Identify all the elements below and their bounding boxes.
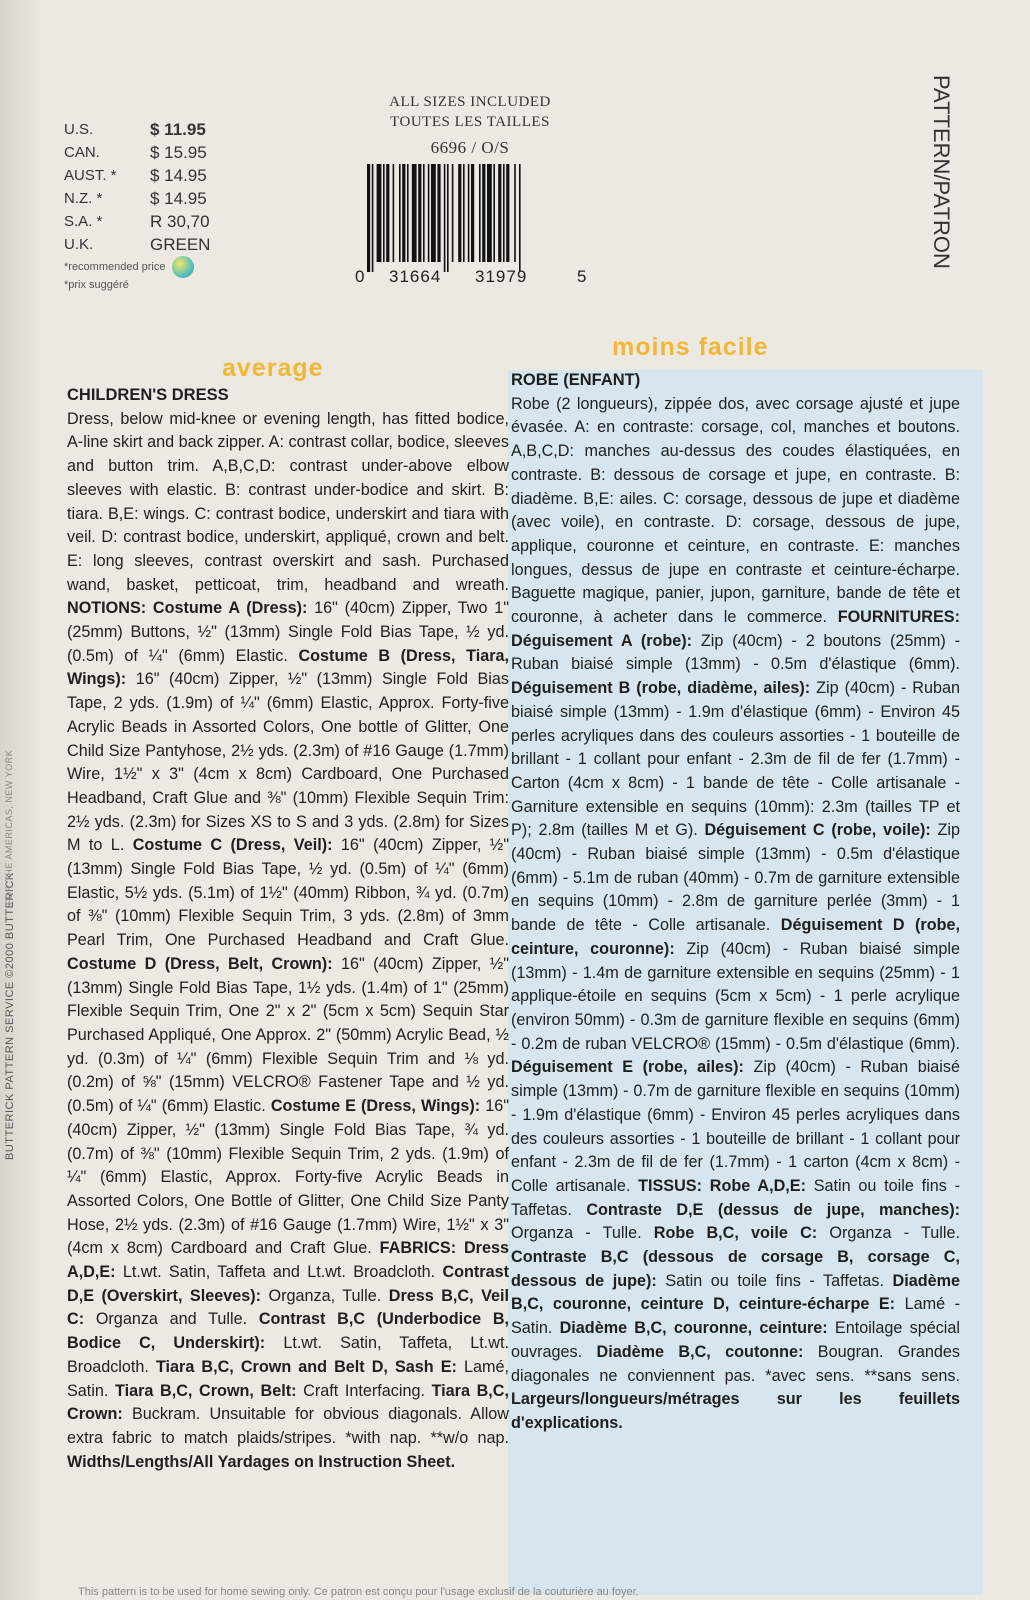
barcode-bar	[447, 164, 449, 272]
barcode: 0 31664 31979 5	[355, 164, 590, 289]
fabrics-text: Craft Interfacing.	[303, 1381, 432, 1400]
barcode-bar	[418, 164, 421, 262]
barcode-bar	[503, 164, 505, 262]
barcode-bar	[506, 164, 509, 262]
barcode-bar	[458, 164, 461, 262]
tissus-label: Robe B,C, voile C:	[653, 1224, 830, 1243]
tissus-text: Bougran. Grandes diagonales ne conviennent pas. *avec sens. **sans sens.	[511, 1342, 960, 1385]
deguisement-d-label: Déguisement D (robe, ceinture, couronne):	[511, 916, 960, 958]
notions-a: 16" (40cm) Zipper, Two 1" (25mm) Buttons, ½" (13mm) Single Fold Bias Tape, ½ yd. (0.5m) of ¼" (6mm) Elastic.	[67, 599, 509, 665]
barcode-bar	[514, 164, 516, 262]
fabrics-text: Lt.wt. Satin, Taffeta, Lt.wt. Broadcloth.	[67, 1334, 509, 1376]
price-row	[64, 187, 260, 210]
barcode-bar	[452, 164, 454, 262]
barcode-bar	[399, 164, 401, 262]
largeurs-note: Largeurs/longueurs/métrages sur les feuillets d'explications.	[511, 1390, 960, 1432]
fournitures-a: Zip (40cm) - 2 boutons (25mm) - Ruban biaisé simple (13mm) - 0.5m d'élastique (6mm).	[511, 631, 960, 674]
fabrics-label: FABRICS: Dress A,D,E:	[67, 1239, 509, 1282]
fabrics-text: Organza and Tulle.	[95, 1310, 259, 1329]
barcode-bar	[463, 164, 465, 262]
price-value: $ 15.95	[150, 142, 207, 162]
price-value: $ 14.95	[150, 188, 207, 208]
barcode-bar	[468, 164, 470, 262]
english-title: CHILDREN'S DRESS	[67, 386, 229, 404]
notions-b: 16" (40cm) Zipper, ½" (13mm) Single Fold Bias Tape, 2 yds. (1.9m) of ¼" (6mm) Elastic, Approx. Forty-five Acrylic Beads in Assorted Colors, One bottle of Glitter, One Child Size Pantyhose, 2½ yds. (2.3m) of #16 Gauge (1.7mm) Wire, 1½" x 3" (4cm x 8cm) Cardboard, One Purchased Headband, Craft Glue and ⅜" (10mm) Flexible Sequin Trim: 2½ yds. (2.3m) for Sizes XS to S and 3 yds. (2.8m) for Sizes M to L.	[67, 670, 509, 855]
barcode-bar	[423, 164, 425, 262]
notions-d: 16" (40cm) Zipper, ½" (13mm) Single Fold Bias Tape, 1½ yds. (1.4m) of 1" (25mm) Flexible Sequin Trim, One 2" x 2" (5cm x 5cm) Sequin Star Purchased Appliqué, One Approx. 2" (50mm) Acrylic Bead, ½ yd. (0.3m) of ¼" (6mm) Flexible Sequin Trim and ⅛ yd. (0.2m) of ⅝" (15mm) VELCRO® Fastener Tape and ½ yd. (0.5m) of ¼" (6mm) Elastic.	[67, 954, 509, 1116]
fabrics-text: Lamé, Satin.	[67, 1357, 509, 1400]
price-country: U.K.	[64, 236, 94, 253]
french-description: Robe (2 longueurs), zippée dos, avec corsage ajusté et jupe évasée. A: en contraste: corsage, col, manches et boutons. A,B,C,D: manches au-dessus des coudes élastiquées, en contraste. B: dessous de corsage et jupe, en contraste. B: diadème. B,E: ailes. C: corsage, dessous de jupe et diadème (avec voile), en contraste. D: corsage, dessous de jupe, applique, couronne et ceinture, en contraste. E: manches longues, dessus de jupe en contraste et ceinture-écharpe. Baguette magique, panier, jupon, garniture, bande de tête et couronne, à acheter dans le commerce.	[511, 394, 960, 627]
difficulty-en: average	[222, 354, 324, 382]
pattern-code: 6696 / O/S	[430, 138, 510, 157]
barcode-bar	[412, 164, 417, 262]
tissus-text: Organza - Tulle.	[829, 1224, 960, 1243]
fabrics-label: Tiara B,C, Crown and Belt D, Sash E:	[155, 1357, 464, 1376]
price-country: N.Z. *	[64, 190, 103, 207]
publisher-side-text: BUTTERICK PATTERN SERVICE ©2000 BUTTERICK	[4, 872, 16, 1160]
costume-b-label: Costume B (Dress, Tiara, Wings):	[67, 646, 510, 689]
barcode-bar	[519, 164, 521, 272]
costume-d-label: Costume D (Dress, Belt, Crown):	[67, 954, 341, 973]
tissus-text: Entoilage spécial ouvrages.	[511, 1319, 960, 1361]
barcode-bar	[377, 164, 382, 262]
price-row	[64, 164, 260, 187]
barcode-bar	[479, 164, 481, 262]
price-country: AUST. *	[64, 167, 117, 184]
fabrics-label: Dress B,C, Veil C:	[67, 1286, 509, 1329]
barcode-bar	[407, 164, 409, 262]
publisher-side-text-2: FOR THE AMERICAS, NEW YORK	[4, 749, 14, 905]
tissus-text: Organza - Tulle.	[511, 1224, 654, 1243]
barcode-bars	[367, 164, 577, 272]
tissus-text: Satin ou toile fins - Taffetas.	[665, 1271, 893, 1290]
barcode-bar	[444, 164, 446, 272]
tissus-label: Diadème B,C, couronne, ceinture:	[559, 1319, 835, 1338]
barcode-bar	[437, 164, 440, 262]
french-column	[511, 369, 960, 1436]
barcode-bar	[482, 164, 485, 262]
tissus-text: Lamé - Satin.	[511, 1295, 960, 1338]
price-value: GREEN	[150, 234, 211, 254]
price-row	[64, 118, 260, 141]
fournitures-label: FOURNITURES: Déguisement A (robe):	[511, 608, 960, 650]
english-description: Dress, below mid-knee or evening length, has fitted bodice, A-line skirt and back zipper. A: contrast collar, bodice, sleeves and button trim. A,B,C,D: contrast under-above elbow sleeves with elastic. B: contrast under-bodice and skirt. B: tiara. B,E: wings. C: contrast bodice, underskirt and tiara with veil. D: contrast bodice, underskirt, appliqué, crown and belt. E: long sleeves, contrast overskirt and sash. Purchased wand, basket, petticoat, trim, headband and wreath.	[67, 409, 509, 594]
barcode-bar	[402, 164, 405, 262]
widths-note: Widths/Lengths/All Yardages on Instruction Sheet.	[67, 1452, 456, 1471]
deguisement-c-label: Déguisement C (robe, voile):	[704, 821, 938, 840]
sizes-line-en: ALL SIZES INCLUDED	[389, 94, 551, 110]
price-country: U.S.	[64, 121, 94, 138]
fournitures-e: Zip (40cm) - Ruban biaisé simple (13mm) - 0.7m de garniture flexible en sequins (10mm) - 1.9m d'élastique (6mm) - Environ 45 perles acryliques dans des couleurs assorties - 1 bouteille de brillant - 1 collant pour enfant - 2.3m de fil de fer (1.7mm) - 1 carton (4cm x 8cm) - Colle artisanale.	[511, 1058, 961, 1195]
price-row	[64, 233, 260, 256]
costume-e-label: Costume E (Dress, Wings):	[270, 1097, 486, 1116]
barcode-bar	[498, 164, 501, 262]
fabrics-label: Tiara B,C, Crown:	[67, 1381, 509, 1424]
price-row	[64, 210, 260, 233]
tissus-label: Contraste D,E (dessus de jupe, manches):	[586, 1200, 960, 1219]
barcode-bar	[471, 164, 474, 262]
fabrics-label: Contrast B,C (Underbodice B, Bodice C, Underskirt):	[67, 1310, 510, 1353]
notions-label: NOTIONS: Costume A (Dress):	[67, 599, 315, 618]
deguisement-e-label: Déguisement E (robe, ailes):	[511, 1058, 754, 1077]
price-note: *prix suggéré	[64, 279, 129, 291]
pattern-patron-label: PATTERN/PATRON	[929, 75, 954, 269]
tissus-label: Contraste B,C (dessous de corsage B, corsage C, dessous de jupe):	[511, 1248, 960, 1290]
difficulty-fr: moins facile	[612, 333, 769, 361]
barcode-bar	[431, 164, 436, 262]
tissus-label: Diadème B,C, coutonne:	[596, 1342, 818, 1361]
tissus-label: TISSUS: Robe A,D,E:	[638, 1176, 814, 1195]
green-dot-icon	[172, 256, 194, 278]
price-value: R 30,70	[150, 211, 210, 231]
fabrics-label: Tiara B,C, Crown, Belt:	[115, 1381, 304, 1400]
fabrics-text: Buckram. Unsuitable for obvious diagonals. Allow extra fabric to match plaids/stripes. *with nap. **w/o nap.	[67, 1405, 509, 1447]
barcode-bar	[367, 164, 370, 272]
notions-c: 16" (40cm) Zipper, ½" (13mm) Single Fold Bias Tape, ½ yd. (0.5m) of ¼" (6mm) Elastic, 5½ yds. (5.1m) of 1½" (40mm) Ribbon, ¾ yd. (0.7m) of ⅜" (10mm) Flexible Sequin Trim, 3 yds. (2.8m) of 3mm Pearl Trim, One Purchased Headband and Craft Glue.	[67, 836, 509, 950]
fabrics-label: Contrast D,E (Overskirt, Sleeves):	[67, 1263, 509, 1305]
fournitures-c: Zip (40cm) - Ruban biaisé simple (13mm) - 0.5m d'élastique (6mm) - 5.1m de ruban (40mm) - 0.7m de garniture extensible en sequins (10mm) - 2.8m de garniture perlée (3mm) - 1 bande de tête - Colle artisanale.	[511, 821, 960, 935]
tissus-text: Satin ou toile fins - Taffetas.	[511, 1176, 960, 1219]
notions-e: 16" (40cm) Zipper, ½" (13mm) Single Fold Bias Tape, ¾ yd. (0.7m) of ⅜" (10mm) Flexible Sequin Trim, 2 yds. (1.9m) of ¼" (6mm) Elastic, Approx. Forty-five Acrylic Beads in Assorted Colors, One Bottle of Glitter, One Child Size Panty Hose, 2½ yds. (2.3m) of #16 Gauge (1.7mm) Wire, 1½" x 3" (4cm x 8cm) Cardboard and Craft Glue.	[67, 1097, 509, 1258]
home-sewing-footer: This pattern is to be used for home sewing only. Ce patron est conçu pour l'usage exclusif de la couturière au foyer.	[78, 1586, 639, 1598]
french-title: ROBE (ENFANT)	[511, 371, 641, 389]
barcode-bar	[383, 164, 385, 262]
deguisement-b-label: Déguisement B (robe, diadème, ailes):	[511, 679, 817, 698]
price-value: $ 11.95	[150, 119, 206, 139]
barcode-bar	[393, 164, 395, 262]
english-column	[67, 384, 509, 1474]
tissus-label: Diadème B,C, couronne, ceinture D, ceinture-écharpe E:	[511, 1271, 960, 1314]
price-country: CAN.	[64, 144, 100, 161]
barcode-bar	[493, 164, 495, 262]
fournitures-d: Zip (40cm) - Ruban biaisé simple (13mm) - 1.4m de garniture extensible en sequins (25mm) - 1 applique-étoile en sequins (5cm x 5cm) - 1 perle acrylique (environ 50mm) - 0.3m de garniture flexible en sequins (6mm) - 0.2m de ruban VELCRO® (15mm) - 0.5m d'élastique (6mm).	[511, 939, 960, 1053]
costume-c-label: Costume C (Dress, Veil):	[132, 836, 341, 855]
fabrics-text: Lt.wt. Satin, Taffeta and Lt.wt. Broadcloth.	[122, 1263, 443, 1282]
price-row	[64, 141, 260, 164]
barcode-bar	[386, 164, 389, 262]
barcode-bar	[372, 164, 374, 272]
barcode-bar	[487, 164, 492, 262]
sizes-block	[370, 92, 570, 158]
fabrics-text: Organza, Tulle.	[268, 1286, 389, 1305]
sizes-line-fr: TOUTES LES TAILLES	[390, 114, 550, 130]
fournitures-b: Zip (40cm) - Ruban biaisé simple (13mm) - 1.9m d'élastique (6mm) - Environ 45 perles acryliques dans des couleurs assorties - 1 bouteille de brillant - 1 collant pour enfant - 2.3m de fil de fer (1.7mm) - Carton (4cm x 8cm) - 1 bande de tête - Colle artisanale - Garniture extensible en sequins (10mm): 2.3m (tailles TP et P); 2.8m (tailles M et G).	[511, 679, 961, 840]
price-value: $ 14.95	[150, 165, 207, 185]
barcode-bar	[428, 164, 430, 262]
price-note: *recommended price	[64, 256, 260, 278]
price-list	[64, 118, 260, 292]
price-country: S.A. *	[64, 213, 103, 230]
